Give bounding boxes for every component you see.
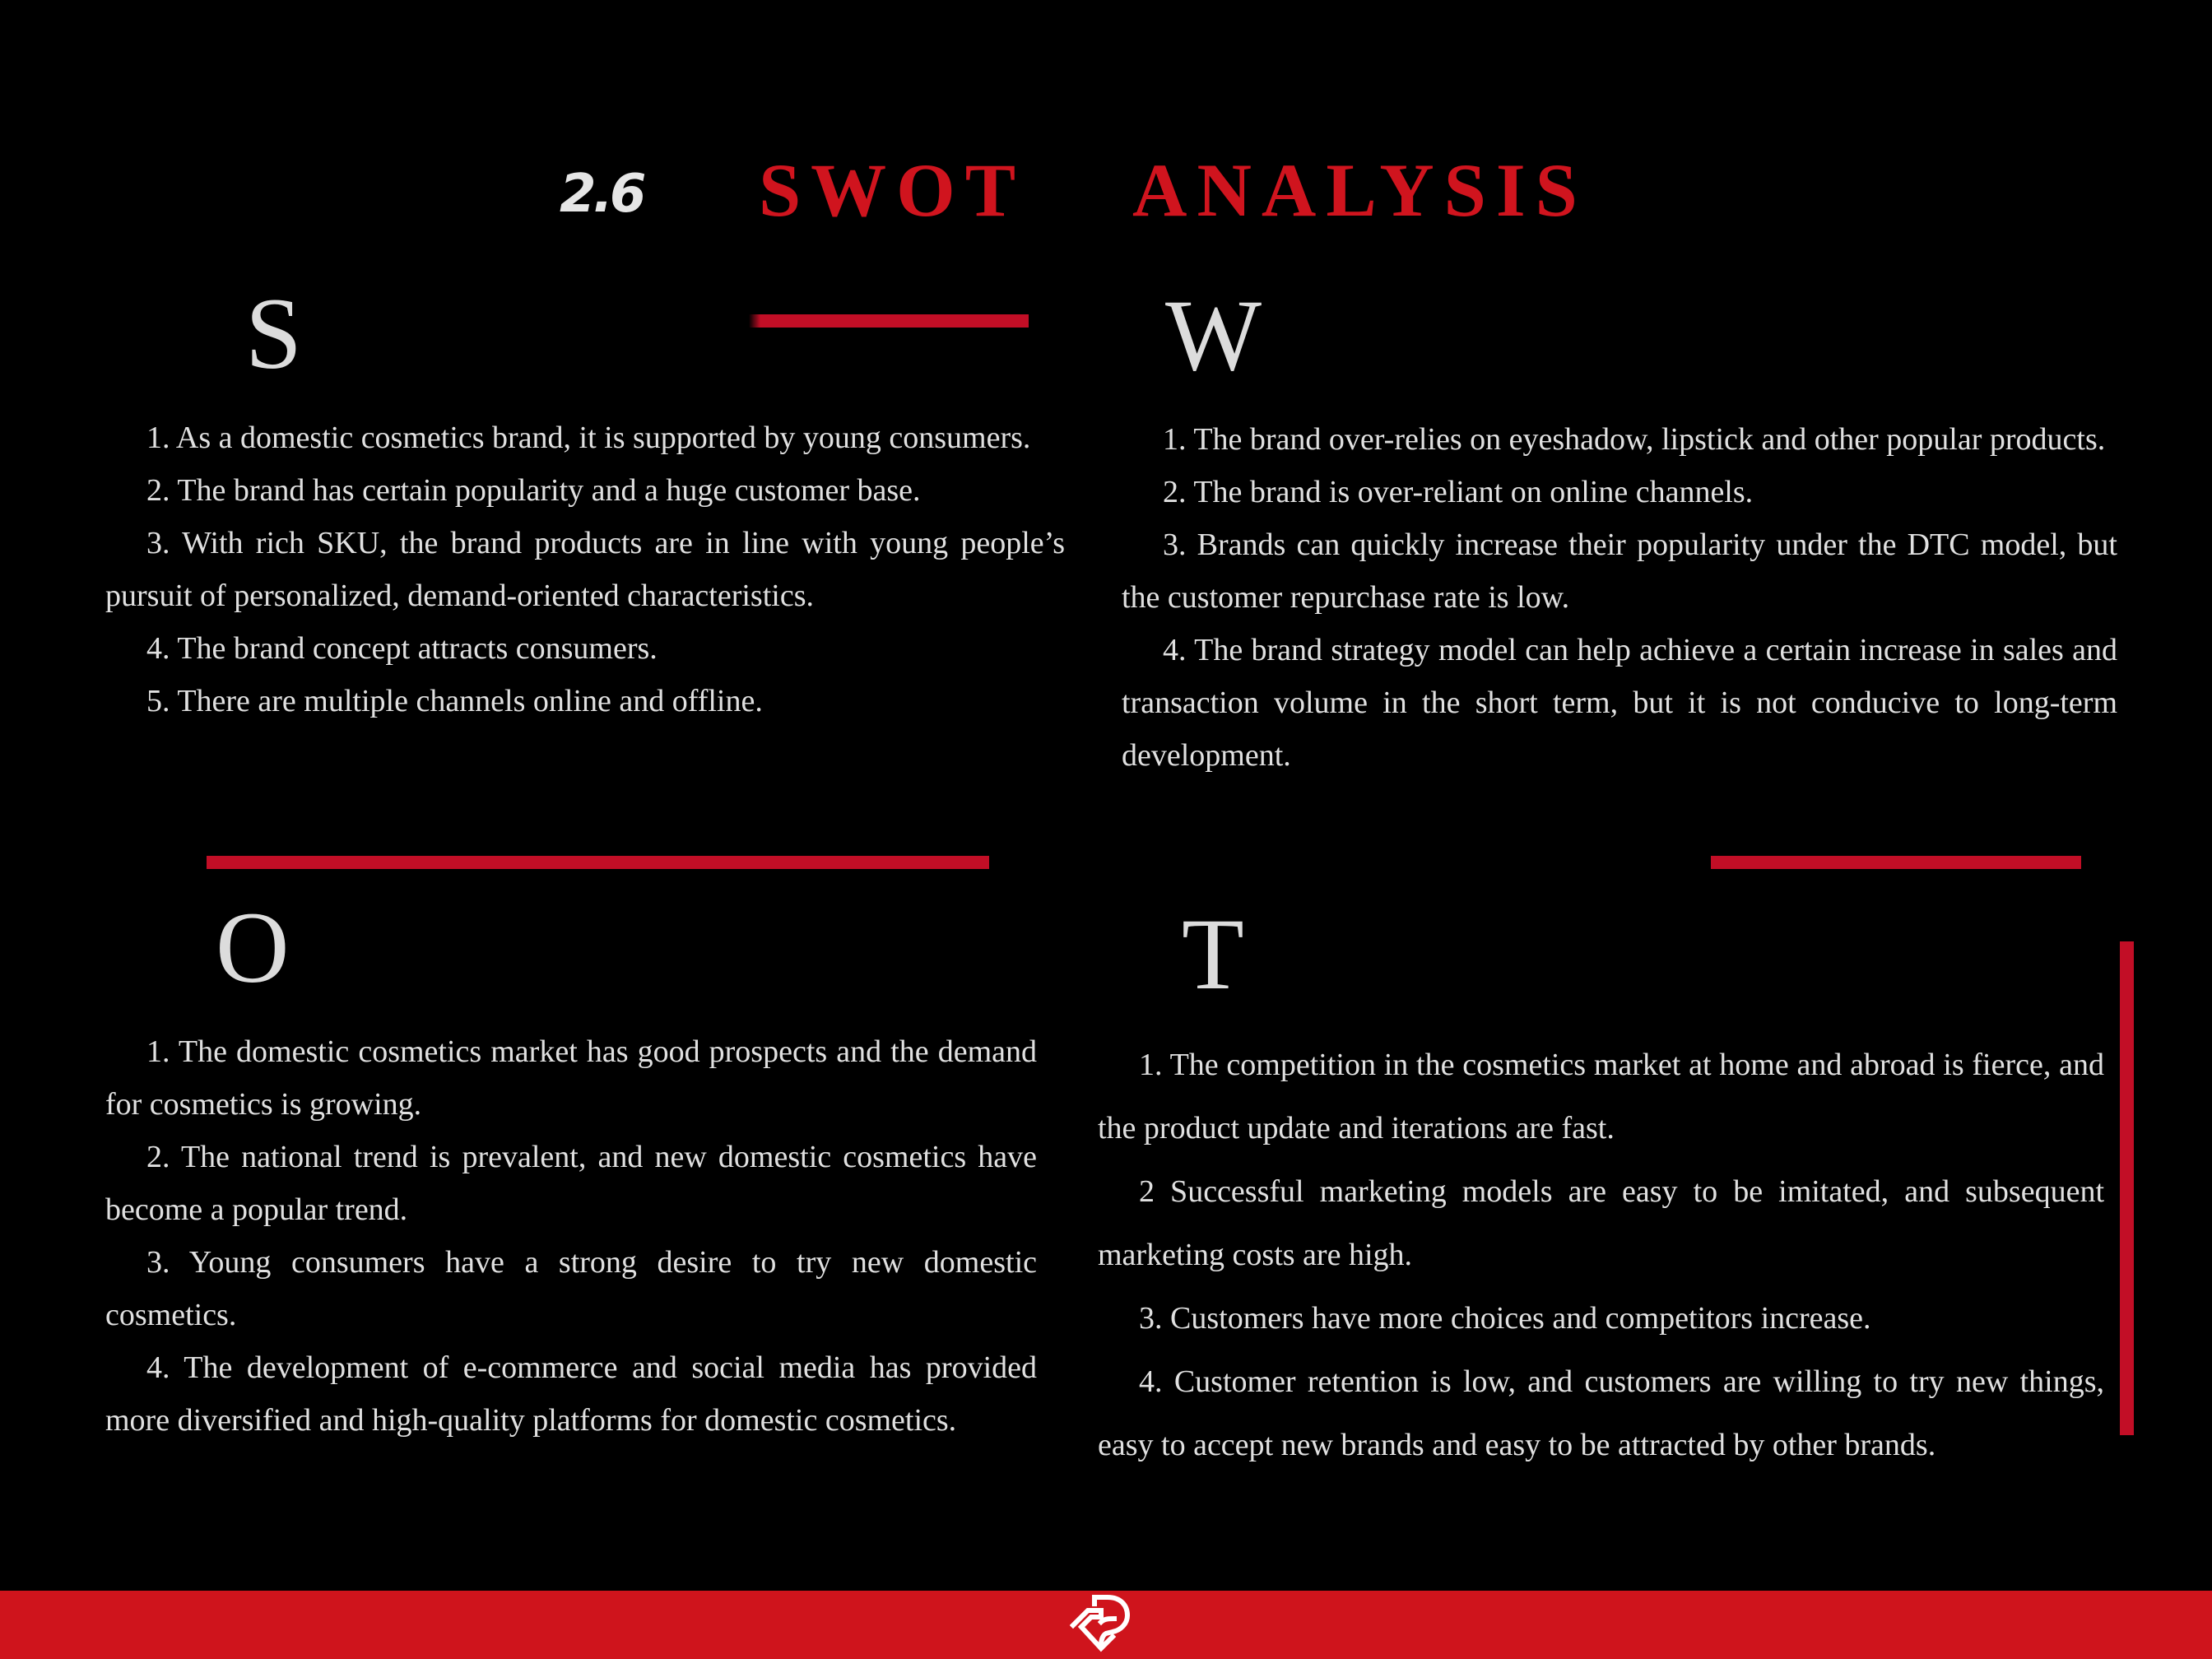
opportunities-item: 4. The development of e-commerce and social media has provided more diversified and high-quality platforms for domestic cosmetics. (105, 1350, 1037, 1438)
strengths-item: 1. As a domestic cosmetics brand, it is supported by young consumers. (146, 421, 1031, 455)
strengths-item: 5. There are multiple channels online and offline. (146, 684, 763, 718)
threats-divider-bar (1711, 856, 2081, 869)
weaknesses-item: 3. Brands can quickly increase their popularity under the DTC model, but the customer repurchase rate is low. (1122, 527, 2117, 615)
strengths-list (105, 411, 1065, 727)
opportunities-item: 1. The domestic cosmetics market has good prospects and the demand for cosmetics is growing. (105, 1034, 1037, 1122)
threats-item: 3. Customers have more choices and competitors increase. (1139, 1301, 1871, 1336)
footer-bar (0, 1591, 2212, 1659)
strengths-item: 3. With rich SKU, the brand products are in line with young people’s pursuit of personalized, demand-oriented characteristics. (105, 526, 1065, 613)
strengths-divider-bar (749, 314, 1029, 328)
weaknesses-item: 4. The brand strategy model can help achieve a certain increase in sales and transaction volume in the short term, but it is not conducive to long-term development. (1122, 633, 2117, 773)
page-title-analysis: ANALYSIS (1132, 148, 1587, 232)
threats-list (1098, 1034, 2104, 1477)
weaknesses-item: 2. The brand is over-reliant on online channels. (1163, 475, 1754, 509)
threats-item: 1. The competition in the cosmetics market at home and abroad is fierce, and the product update and iterations are fast. (1098, 1048, 2104, 1146)
threats-letter: T (1182, 898, 1244, 1011)
weaknesses-item: 1. The brand over-relies on eyeshadow, lipstick and other popular products. (1163, 422, 2106, 457)
opportunities-list (105, 1025, 1037, 1447)
strengths-item: 4. The brand concept attracts consumers. (146, 631, 658, 666)
opportunities-item: 3. Young consumers have a strong desire to try new domestic cosmetics. (105, 1245, 1037, 1332)
opportunities-item: 2. The national trend is prevalent, and new domestic cosmetics have become a popular trend. (105, 1140, 1037, 1227)
threats-item: 2 Successful marketing models are easy to be imitated, and subsequent marketing costs are high. (1098, 1174, 2104, 1272)
weaknesses-letter: W (1165, 279, 1262, 392)
opportunities-letter: O (216, 891, 290, 1004)
opportunities-divider-bar (207, 856, 989, 869)
threats-vertical-accent-bar (2120, 941, 2134, 1435)
weaknesses-list (1122, 413, 2117, 782)
page-title-swot: SWOT (759, 148, 1026, 232)
strengths-letter: S (245, 277, 302, 390)
section-number: 2.6 (560, 164, 644, 225)
diamond-p-logo-icon (1070, 1594, 1131, 1657)
threats-item: 4. Customer retention is low, and customers are willing to try new things, easy to accept new brands and easy to be attracted by other brands. (1098, 1364, 2104, 1462)
strengths-item: 2. The brand has certain popularity and a huge customer base. (146, 473, 921, 508)
